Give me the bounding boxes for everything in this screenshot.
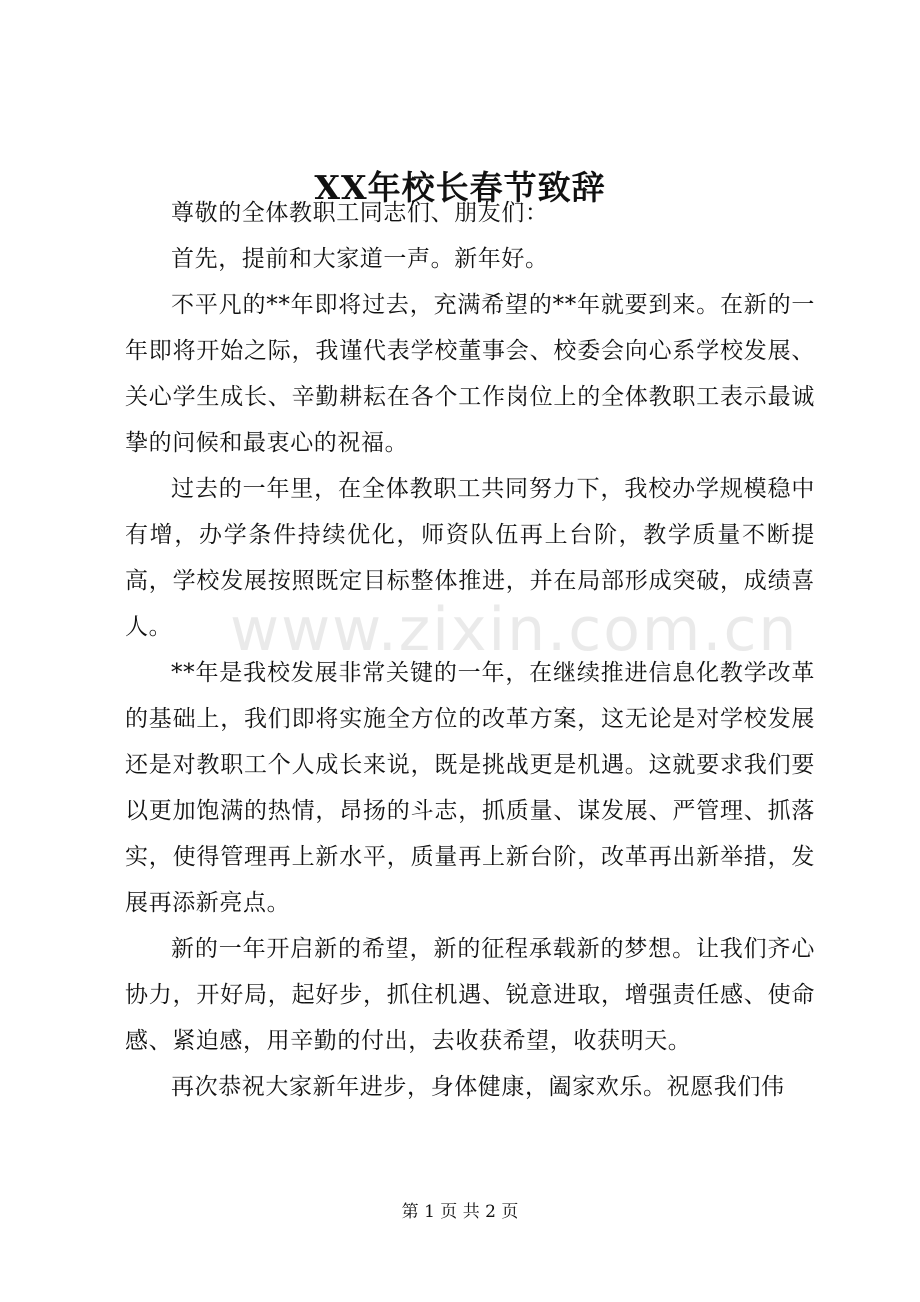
watermark: www.zixin.com.cn [230, 595, 799, 665]
paragraph: **年是我校发展非常关键的一年，在继续推进信息化教学改革的基础上，我们即将实施全方位的改革方案，这无论是对学校发展还是对教职工个人成长来说，既是挑战更是机遇。这就要求我们要以更加饱满的热情，昂扬的斗志，抓质量、谋发展、严管理、抓落实，使得管理再上新水平，质量再上新台阶，改革再出新举措，发展再添新亮点。 [125, 660, 815, 916]
document-body [125, 190, 815, 1110]
paragraph: 过去的一年里，在全体教职工共同努力下，我校办学规模稳中有增，办学条件持续优化，师资队伍再上台阶，教学质量不断提高，学校发展按照既定目标整体推进，并在局部形成突破，成绩喜人。 [125, 476, 815, 640]
paragraph: 新的一年开启新的希望，新的征程承载新的梦想。让我们齐心协力，开好局，起好步，抓住机遇、锐意进取，增强责任感、使命感、紧迫感，用辛勤的付出，去收获希望，收获明天。 [125, 936, 815, 1054]
page-footer: 第 1 页 共 2 页 [401, 1202, 519, 1222]
paragraph: 不平凡的**年即将过去，充满希望的**年就要到来。在新的一年即将开始之际，我谨代表学校董事会、校委会向心系学校发展、关心学生成长、辛勤耕耘在各个工作岗位上的全体教职工表示最诚挚的问候和最衷心的祝福。 [125, 292, 815, 456]
paragraph: 再次恭祝大家新年进步，身体健康，阖家欢乐。祝愿我们伟 [171, 1074, 785, 1100]
document-title: XX年校长春节致辞 [314, 168, 606, 207]
paragraph-salutation: 尊敬的全体教职工同志们、朋友们： [171, 200, 549, 226]
paragraph-greeting: 首先，提前和大家道一声。新年好。 [171, 246, 549, 272]
